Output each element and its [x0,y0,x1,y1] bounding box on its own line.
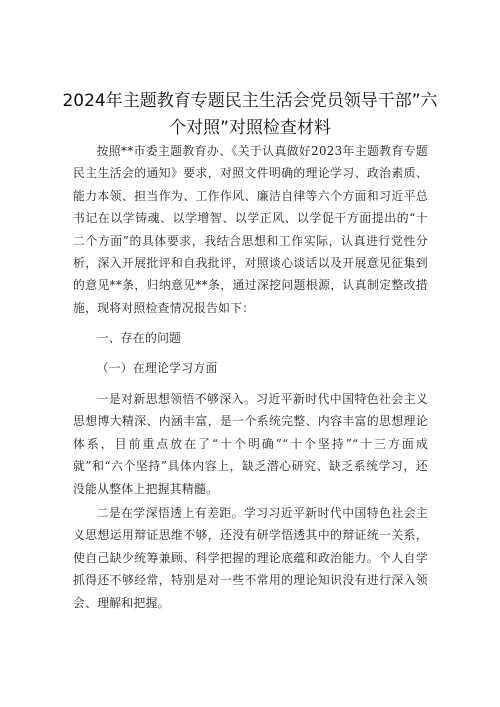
section-heading-problems: 一、存在的问题 [96,331,182,345]
document-title [60,88,440,142]
paragraph-one-section [73,388,428,500]
heading-section [73,327,428,349]
intro-paragraph: 按照**市委主题教育办、《关于认真做好2023年主题教育专题民主生活会的通知》要求，对照文件明确的理论学习、政治素质、能力本领、担当作为、工作作风、廉洁自律等六个方面和习近平总书记在以学铸魂、以学增智、以学正风、以学促干方面提出的“十二个方面”的具体要求，我结合思想和工作实际，认真进行党性分析，深入开展批评和自我批评，对照谈心谈话以及开展意见征集到的意见**条，归纳意见**条，通过深挖问题根源，认真制定整改措施，现将对照检查情况报告如下： [73,144,428,315]
intro-section [73,140,428,319]
paragraph-two-section [73,502,428,614]
paragraph-two: 二是在学深悟透上有差距。学习习近平新时代中国特色社会主义思想运用辩证思维不够，还没有研学悟透其中的辩证统一关系，使自己缺少统筹兼顾、科学把握的理论底蕴和政治能力。个人自学抓得还不够经常，特别是对一些不常用的理论知识没有进行深入领会、理解和把握。 [73,506,428,610]
title-line-1: 2024年主题教育专题民主生活会党员领导干部”六 [62,91,438,111]
paragraph-one: 一是对新思想领悟不够深入。习近平新时代中国特色社会主义思想博大精深、内涵丰富，是一个系统完整、内容丰富的思想理论体系，目前重点放在了“十个明确”“十个坚持”“十三方面成就”和“六个坚持”具体内容上，缺乏潜心研究、缺乏系统学习，还没能从整体上把握其精髓。 [73,392,428,496]
subheading-section [73,357,428,379]
subsection-heading-theory: （一）在理论学习方面 [96,361,218,375]
title-line-2: 个对照”对照检查材料 [169,118,331,138]
